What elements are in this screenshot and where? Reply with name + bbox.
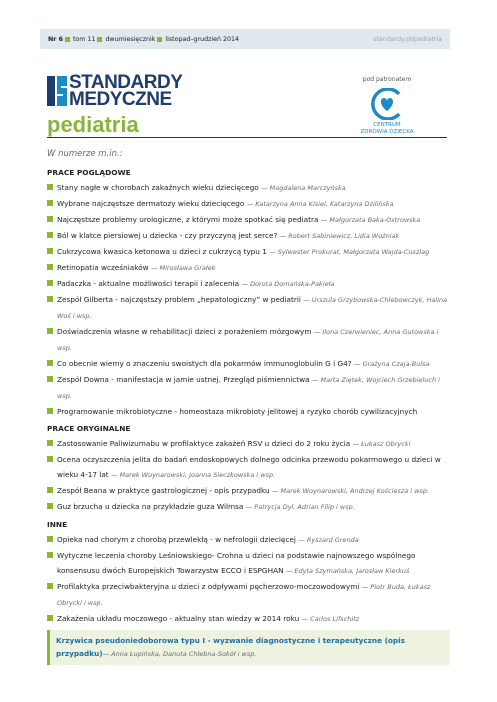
section-heading: PRACE POGLĄDOWE [47,168,131,177]
frequency: dwumiesięcznik [105,35,156,43]
bullet-square-icon [47,487,53,493]
bullet-square-icon [47,200,53,206]
bullet-square-icon [47,248,53,254]
article-authors: — Katarzyna Anna Kisiel, Katarzyna Dzilińska [246,200,394,208]
article-title: Ból w klatce piersiowej u dziecka - czy przyczyną jest serce? [57,231,278,240]
article-item[interactable] [47,180,450,196]
article-authors: — Sylwester Prokurat, Małgorzata Wajda-Cuszlag [269,248,430,256]
article-title: Co obecnie wiemy o znaczeniu swoistych dla pokarmów immunoglobulin G i G4? [57,359,352,368]
article-title: Opieka nad chorym z chorobą przewlekłą - w nefrologii dziecięcej [57,535,296,544]
issue-date: listopad–grudzień 2014 [165,35,240,43]
issue-info-bar [40,29,450,49]
journal-subtitle: pediatria [47,112,139,137]
article-item[interactable] [47,611,450,627]
bullet-square-icon [47,583,53,589]
article-title: Najczęstsze problemy urologiczne, z którymi może spotkać się pediatra [57,215,319,224]
separator-square-icon [97,37,102,42]
bullet-square-icon [47,615,53,621]
article-authors: — Łukasz Obrycki [352,440,411,448]
patron-name-line2: ZDROWIA DZIECKA [360,129,414,135]
article-authors: — Małgorzata Baka-Ostrowska [320,216,421,224]
section-heading: PRACE ORYGINALNE [47,424,131,433]
bullet-square-icon [47,216,53,222]
section-heading: INNE [47,520,68,529]
article-title: Zespół Beana w praktyce gastrologicznej - opis przypadku [57,486,270,495]
article-title: Wytyczne leczenia choroby Leśniowskiego- Crohna u dzieci na podstawie najnowszego wspólnego konsensusu dwóch Europejskich Towarzystw ECCO i ESPGHAN [57,551,416,575]
article-authors: — Dorota Domańska-Pakieła [241,280,335,288]
article-item[interactable] [47,532,450,548]
article-title: Doświadczenia własne w rehabilitacji dzieci z porażeniem mózgowym [57,327,312,336]
bullet-square-icon [47,408,53,414]
logo-mark-icon [47,76,67,106]
article-authors: — Marta Ziętek, Wojciech Grzebieluch i wsp. [57,376,440,400]
article-item[interactable] [47,324,450,356]
article-authors: — Marek Woynarowski, Joanna Sieczkowska i wsp. [111,471,276,479]
article-title: Padaczka - aktualne możliwości terapii i zalecenia [57,279,240,288]
article-title: Zespół Gilberta - najczęstszy problem „hepatologiczny” w pediatrii [57,295,301,304]
patron-name-line1: CENTRUM [373,122,401,128]
article-authors: — Carlos Lifschitz [301,615,360,623]
featured-article-authors: — Anna Łupińska, Danuta Chlebna-Sokół i wsp. [102,650,257,658]
bullet-square-icon [47,536,53,542]
separator-square-icon [65,37,70,42]
article-item[interactable] [47,483,450,499]
article-authors: — Robert Sabiniewicz, Lidia Woźniak [279,232,400,240]
article-authors: — Ilona Czerwieniec, Anna Gutowska i wsp. [57,328,439,352]
logo-text-standardy: STANDARDY [69,72,183,93]
article-authors: — Urszula Grzybowska-Chlebowczyk, Halina Woś i wsp. [57,296,448,320]
article-authors: — Ryszard Grenda [298,536,359,544]
patronage-label: pod patronatem [362,76,412,83]
article-title: Zespół Downa - manifestacja w jamie ustnej. Przegląd piśmiennictwa [57,375,310,384]
article-authors: — Mirosława Grałek [150,264,216,272]
article-authors: — Magdalena Marczyńska [261,184,346,192]
journal-url[interactable]: standardy.pl/pediatria [373,35,442,43]
article-title: Wybrane najczęstsze dermatozy wieku dziecięcego [57,199,245,208]
bullet-square-icon [47,456,53,462]
bullet-square-icon [47,552,53,558]
article-item[interactable] [47,548,450,579]
article-item[interactable] [47,244,450,260]
bullet-square-icon [47,184,53,190]
contents-intro: W numerze m.in.: [47,149,123,159]
article-title: Guz brzucha u dziecka na przykładzie guza Wilmsa [57,502,244,511]
article-authors: — Patrycja Dyl, Adrian Filip i wsp. [245,503,355,511]
bullet-square-icon [47,376,53,382]
heart-logo-icon [369,88,405,120]
bullet-square-icon [47,232,53,238]
article-item[interactable] [47,499,450,515]
article-item[interactable] [47,260,450,276]
patronage-block [352,76,422,136]
article-item[interactable] [47,212,450,228]
article-title: Cukrzycowa kwasica ketonowa u dzieci z cukrzycą typu 1 [57,247,267,256]
featured-article-title: Krzywica pseudoniedoborowa typu I - wyzwanie diagnostyczne i terapeutyczne (opis przypadku) [56,636,405,658]
article-item[interactable] [47,228,450,244]
table-of-contents [47,163,450,665]
article-title: Zakażenia układu moczowego - aktualny stan wiedzy w 2014 roku [57,614,300,623]
article-title: Stany nagłe w chorobach zakaźnych wieku dziecięcego [57,183,259,192]
article-item[interactable] [47,292,450,324]
bullet-square-icon [47,328,53,334]
logo-text-medyczne: MEDYCZNE [69,89,172,110]
article-item[interactable] [47,436,450,452]
article-authors: — Piotr Buda, Łukasz Obrycki i wsp. [57,583,431,607]
article-title: Profilaktyka przeciwbakteryjna u dzieci z odpływami pęcherzowo-moczowodowymi [57,582,360,591]
article-title: Retinopatia wcześniaków [57,263,149,272]
header-divider [47,137,447,138]
article-authors: — Marek Woynarowski, Andrzej Kościesza i wsp. [271,487,430,495]
article-item[interactable] [47,372,450,404]
issue-number: Nr 6 [48,35,63,43]
bullet-square-icon [47,296,53,302]
article-item[interactable] [47,404,450,419]
bullet-square-icon [47,503,53,509]
bullet-square-icon [47,280,53,286]
article-item[interactable] [47,356,450,372]
article-title: Ocena oczyszczenia jelita do badań endoskopowych dolnego odcinka przewodu pokarmowego u dzieci w wieku 4-17 lat [57,455,441,479]
bullet-square-icon [47,264,53,270]
bullet-square-icon [47,440,53,446]
article-item[interactable] [47,579,450,611]
article-authors: — Edyta Szymańska, Jarosław Kierkuś [285,567,410,575]
article-item[interactable] [47,452,450,483]
bullet-square-icon [47,360,53,366]
article-authors: — Grażyna Czaja-Bulsa [354,360,430,368]
article-item[interactable] [47,276,450,292]
separator-square-icon [157,37,162,42]
volume: tom 11 [72,35,96,43]
article-title: Zastosowanie Paliwizumabu w profilaktyce zakażeń RSV u dzieci do 2 roku życia [57,439,351,448]
article-item[interactable] [47,196,450,212]
featured-article[interactable] [47,630,450,665]
article-title: Programowanie mikrobiotyczne - homeostaza mikrobioty jelitowej a ryzyko chorób cywilizacyjnych [57,407,418,416]
